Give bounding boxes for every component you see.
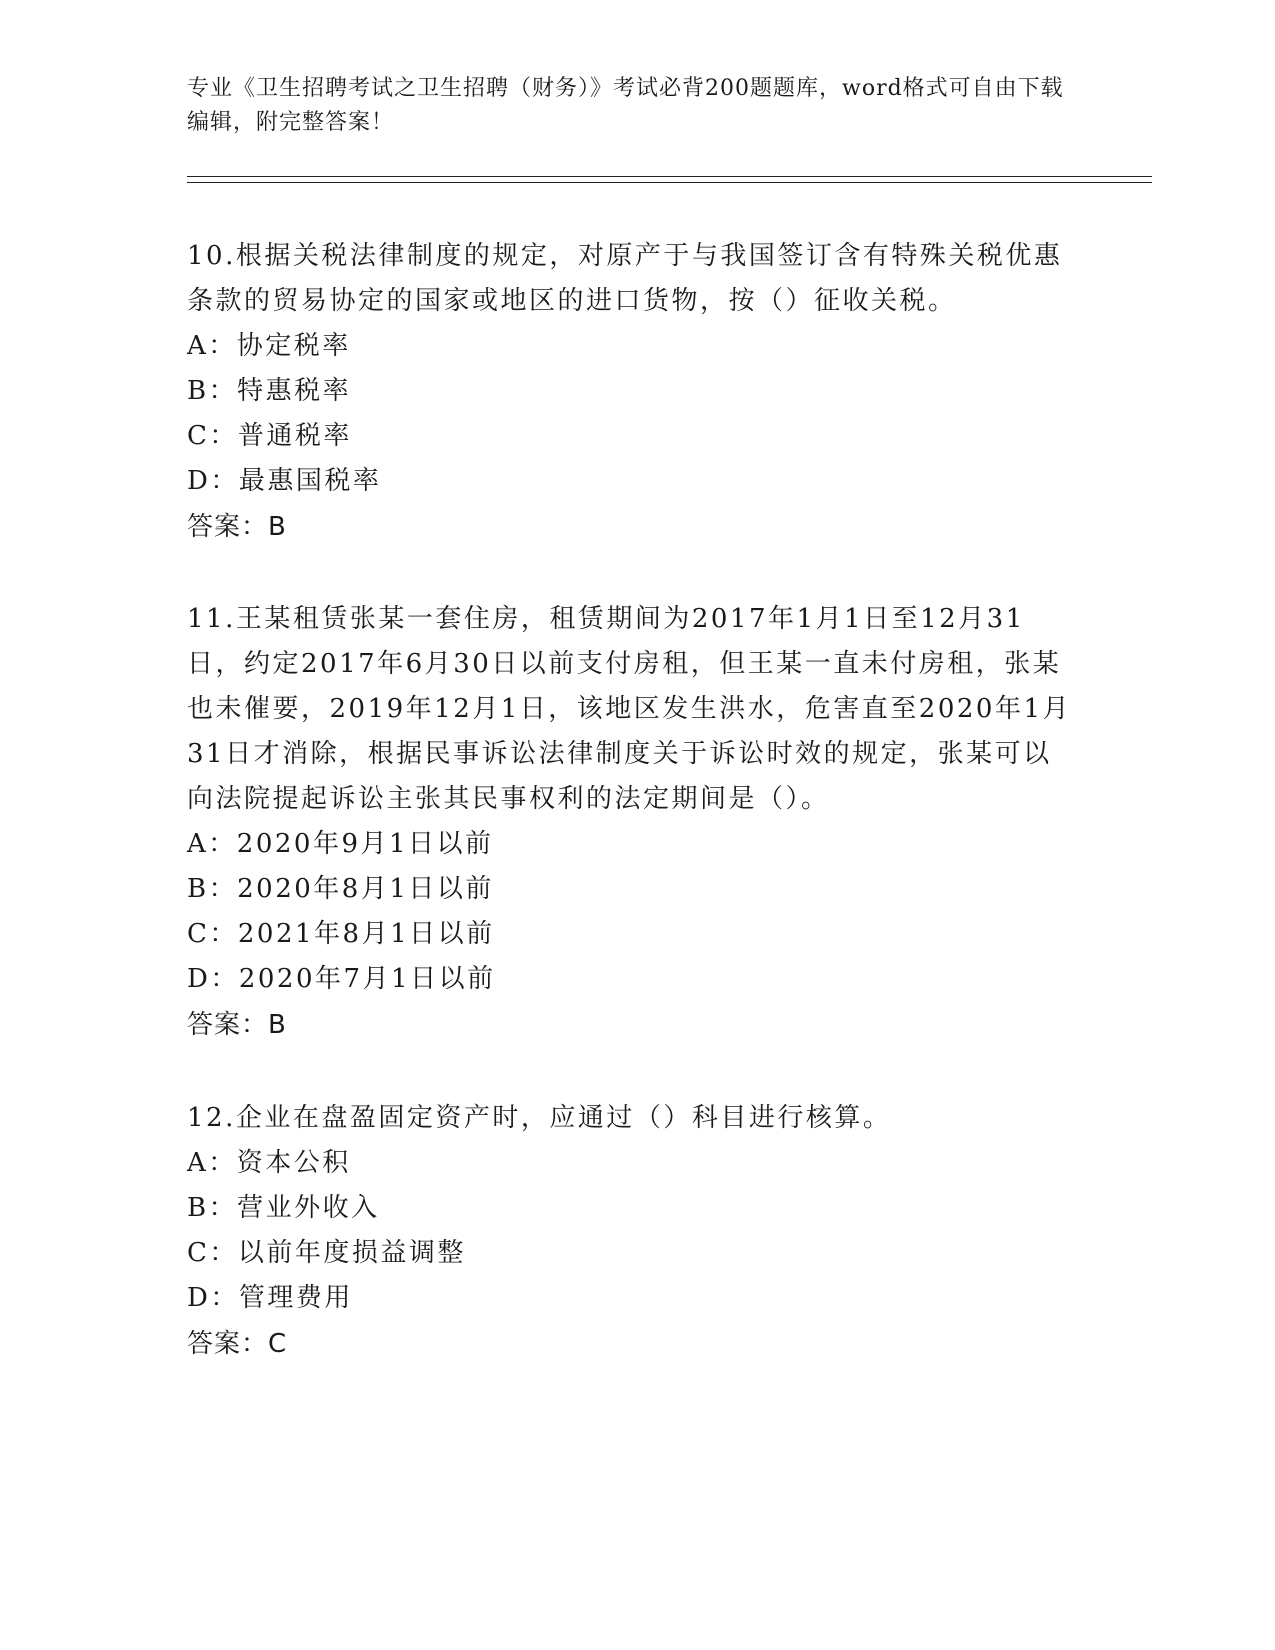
question-stem: 11.王某租赁张某一套住房，租赁期间为2017年1月1日至12月31日，约定2017年6月30日以前支付房租，但王某一直未付房租，张某也未催要，2019年12月1日，该地区发生洪水，危害直至2020年1月31日才消除，根据民事诉讼法律制度关于诉讼时效的规定，张某可以向法院提起诉讼主张其民事权利的法定期间是（）。 xyxy=(187,604,1072,814)
option-b: B：2020年8月1日以前 xyxy=(187,874,494,904)
option-c: C：普通税率 xyxy=(187,421,352,451)
question-12 xyxy=(187,1096,1077,1367)
question-stem: 10.根据关税法律制度的规定，对原产于与我国签订含有特殊关税优惠条款的贸易协定的国家或地区的进口货物，按（）征收关税。 xyxy=(187,241,1063,316)
option-c: C：2021年8月1日以前 xyxy=(187,919,495,949)
option-a: A：协定税率 xyxy=(187,331,351,361)
option-a: A：2020年9月1日以前 xyxy=(187,829,494,859)
question-11 xyxy=(187,597,1077,1048)
document-intro: 专业《卫生招聘考试之卫生招聘（财务）》考试必背200题题库，word格式可自由下载编辑，附完整答案！ xyxy=(187,76,1064,135)
option-a: A：资本公积 xyxy=(187,1148,351,1178)
header-divider-top xyxy=(187,176,1152,177)
option-c: C：以前年度损益调整 xyxy=(187,1238,466,1268)
question-10 xyxy=(187,234,1077,550)
answer-line: 答案：C xyxy=(187,1329,288,1359)
option-d: D：最惠国税率 xyxy=(187,466,382,496)
option-d: D：管理费用 xyxy=(187,1283,353,1313)
option-d: D：2020年7月1日以前 xyxy=(187,964,496,994)
answer-line: 答案：B xyxy=(187,512,287,542)
option-b: B：营业外收入 xyxy=(187,1193,380,1223)
question-stem: 12.企业在盘盈固定资产时，应通过（）科目进行核算。 xyxy=(187,1103,892,1133)
option-b: B：特惠税率 xyxy=(187,376,352,406)
header-divider-bottom xyxy=(187,182,1152,183)
answer-line: 答案：B xyxy=(187,1010,287,1040)
